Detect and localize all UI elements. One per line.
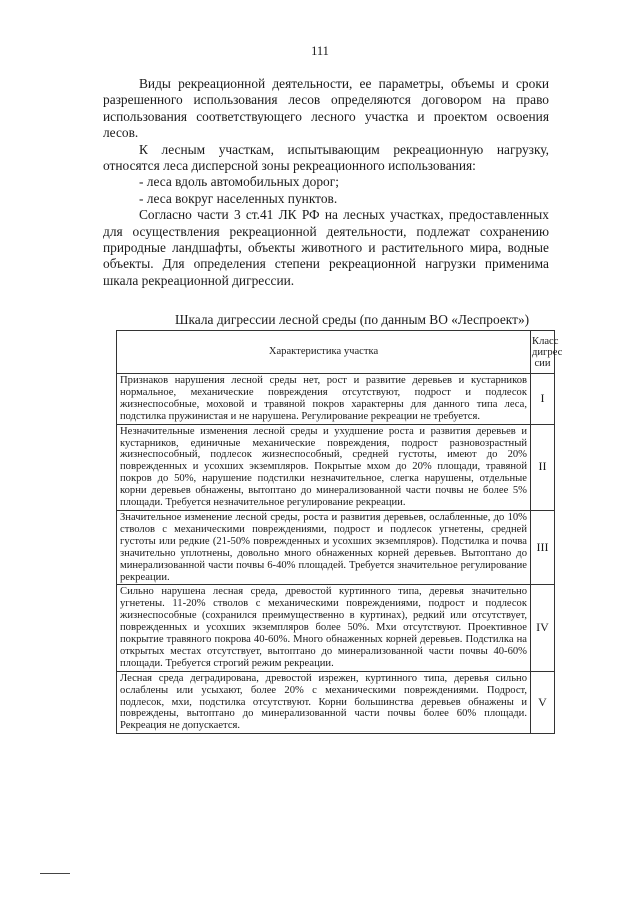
paragraph: К лесным участкам, испытывающим рекреационную нагрузку, относятся леса дисперсной зоны рекреационного использования:	[103, 141, 549, 174]
table-caption: Шкала дигрессии лесной среды (по данным ВО «Леспроект»)	[175, 312, 530, 327]
row-description: Незначительные изменения лесной среды и ухудшение роста и развития деревьев и кустарников, единичные механические повреждения, подрост разновозрастный жизнеспособный, подлесок жизнеспособный, средней густоты, имеют до 20% поврежденных и усохших экземпляров. Покрытые мхом до 20% площади, травяной покров до 50%, нарушение подстилки незначительное, слегка нарушены, отдельные корни деревьев обнажены, вытоптано до минерализованной части почвы не более 5% площади. Требуется незначительное регулирование рекреации.	[117, 424, 531, 510]
table-row	[117, 510, 555, 584]
row-class: V	[531, 671, 555, 734]
row-description: Признаков нарушения лесной среды нет, рост и развитие деревьев и кустарников нормальное, механические повреждения отсутствуют, подрост и подлесок жизнеспособные, моховой и травяной покров характерны для данного типа леса, подстилка пружинистая и не нарушена. Регулирование рекреации не требуется.	[117, 374, 531, 425]
header-characteristic: Характеристика участка	[117, 331, 531, 374]
paragraph: Виды рекреационной деятельности, ее параметры, объемы и сроки разрешенного использования лесов определяются договором на право использования соответствующего лесного участка и проектом освоения лесов.	[103, 76, 549, 141]
header-class: Класс дигрес сии	[531, 331, 555, 374]
table-row	[117, 424, 555, 510]
digression-scale-table	[116, 330, 563, 734]
paragraph: Согласно части 3 ст.41 ЛК РФ на лесных участках, предоставленных для осуществления рекреационной деятельности, подлежат сохранению природные ландшафты, объекты животного и растительного мира, водные объекты. Для определения степени рекреационной нагрузки применима шкала рекреационной дигрессии.	[103, 207, 549, 288]
row-class: II	[531, 424, 555, 510]
list-item: - леса вокруг населенных пунктов.	[139, 190, 338, 206]
row-description: Значительное изменение лесной среды, роста и развития деревьев, ослабленные, до 10% стволов с механическими повреждениями, подрост и подлесок угнетены, средней густоты или редкие (21-50% поврежденных и усохших экземпляров). Подстилка и почва значительно уплотнены, довольно много обнаженных корней деревьев. Вытоптано до минерализованной части почвы 6-40% площадей. Требуется значительное регулирование рекреации.	[117, 510, 531, 584]
row-class: IV	[531, 585, 555, 671]
footer-rule	[40, 873, 70, 874]
row-description: Сильно нарушена лесная среда, древостой куртинного типа, деревья значительно угнетены. 11-20% стволов с механическими повреждениями, подрост и подлесок жизнеспособные (сохранился преимущественно в куртинах), редкий или отсутствует, поврежденных и усохших экземпляров более 50%. Мхи отсутствуют. Проективное покрытие травяного покрова 40-60%. Много обнаженных корней деревьев. Подстилка на открытых местах отсутствует, вытоптано до минерализованной части почвы 40-60% площади. Требуется строгий режим рекреации.	[117, 585, 531, 671]
table-row	[117, 585, 555, 671]
table-row	[117, 671, 555, 734]
row-class: I	[531, 374, 555, 425]
table-row	[117, 374, 555, 425]
body-text	[103, 76, 549, 289]
table-header-row	[117, 331, 555, 374]
row-description: Лесная среда деградирована, древостой изрежен, куртинного типа, деревья сильно ослаблены или усыхают, более 20% с механическими повреждениями. Подрост, подлесок, мхи, подстилка отсутствуют. Корни большинства деревьев обнажены и повреждены, вытоптано до минерализованной части почвы более 60% площади. Рекреация не допускается.	[117, 671, 531, 734]
list-item: - леса вдоль автомобильных дорог;	[139, 174, 339, 190]
row-class: III	[531, 510, 555, 584]
page-number: 111	[311, 44, 329, 58]
